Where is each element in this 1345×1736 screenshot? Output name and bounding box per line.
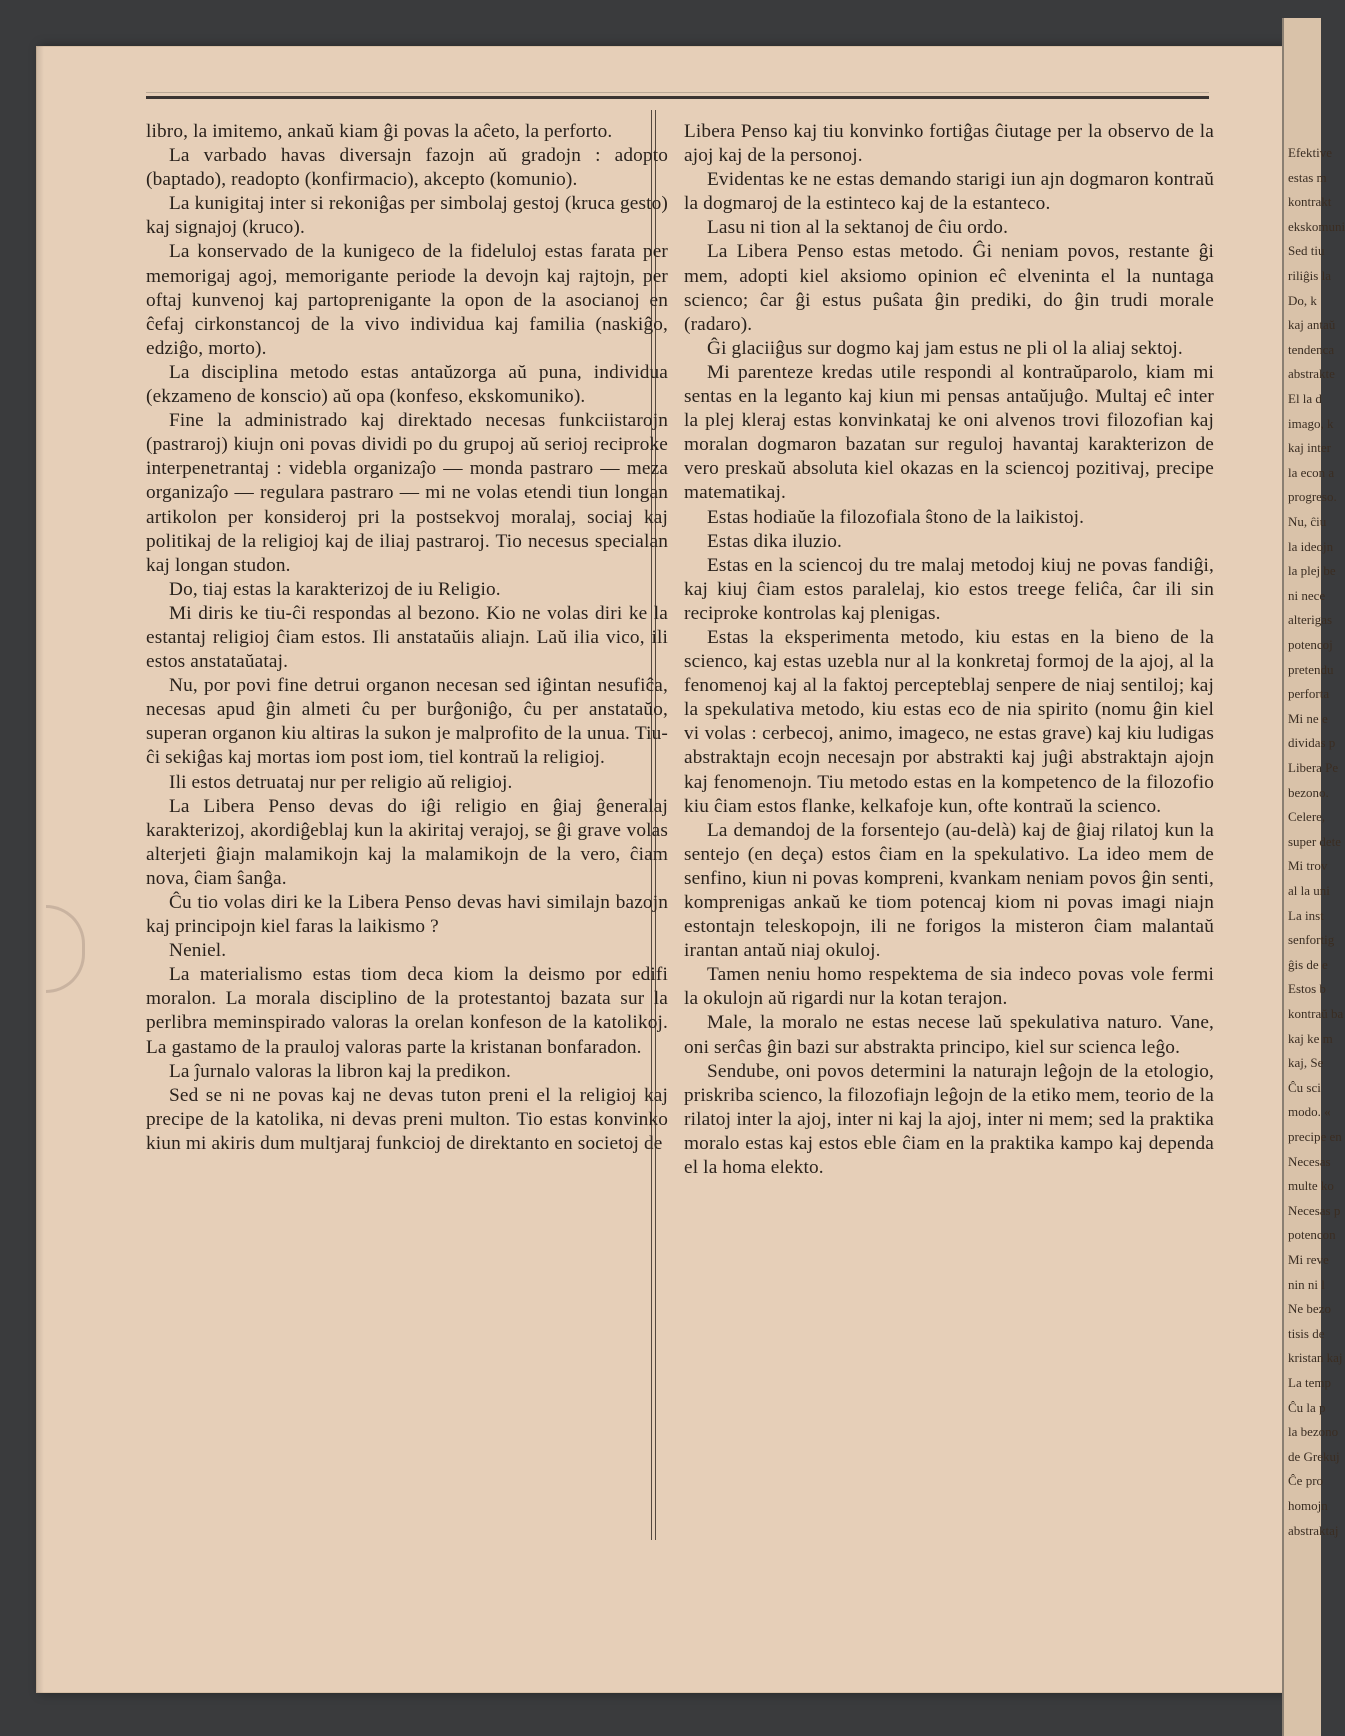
adjacent-page-fragment: Efektive (1288, 145, 1333, 160)
paragraph: Estas dika iluzio. (707, 530, 842, 552)
paragraph: La varbado havas diversajn fazojn aŭ gradojn : adopto (baptado), readopto (konfirmacio), akcepto (komunio). (146, 145, 668, 191)
paragraph: La kunigitaj inter si rekoniĝas per simbolaj gestoj (kruca gesto) kaj signajoj (kruco). (146, 193, 668, 239)
adjacent-page-fragment: ekskomuni (1288, 218, 1345, 234)
adjacent-page-fragment: bezono. (1288, 784, 1329, 800)
adjacent-page-fragment: progreso. (1288, 489, 1337, 505)
adjacent-page-fragment: kristan kaj (1288, 1350, 1343, 1366)
paragraph: Mi diris ke tiu-ĉi respondas al bezono. Kio ne volas diri ke la estantaj religioj ĉiam estos. Ili anstataŭis aliajn. Laŭ ilia vico, ili estos anstataŭataj. (146, 602, 668, 673)
adjacent-page-fragment: al la uni (1288, 883, 1330, 898)
adjacent-page-fragment: Ne bezo (1288, 1301, 1331, 1317)
adjacent-page-fragment: homojn (1288, 1498, 1328, 1513)
adjacent-page-fragment: Libera Pe (1288, 760, 1339, 775)
adjacent-page-fragment: alterigas (1288, 612, 1333, 628)
paragraph: Mi parenteze kredas utile respondi al kontraŭparolo, kiam mi sentas en la leganto kaj kiun mi pensas antaŭjuĝo. Multaj eĉ inter la plej kleraj estas konvinkataj ke oni alvenos trovi filozofian kaj moralan dogmaron bazatan sur reguloj havantaj karakterizon de vero preskaŭ absoluta kiel okazas en la sciencoj pozitivaj, precipe matematikaj. (684, 361, 1214, 504)
adjacent-page-fragment: La temp (1288, 1375, 1331, 1390)
adjacent-page-fragment: pretendu (1288, 661, 1334, 677)
adjacent-page-fragment: abstrakte (1288, 366, 1335, 382)
paragraph: Sed se ni ne povas kaj ne devas tuton preni el la religioj kaj precipe de la katolika, ni devas preni multon. Tio estas konvinko kiun mi akiris dum multjaraj funkcioj de direktanto en societoj de (146, 1084, 668, 1154)
right-text-column (684, 120, 1214, 1180)
adjacent-page-fragment: modo. « (1288, 1104, 1331, 1120)
adjacent-page-fragment: nin ni l (1288, 1276, 1325, 1292)
paragraph: Ili estos detruataj nur per religio aŭ religioj. (169, 771, 513, 793)
paragraph: La demandoj de la forsentejo (au-delà) kaj de ĝiaj rilatoj kun la sentejo (en deça) estos ĉiam en la spekulativo. La ideo mem de senfino, kiun ni povas kompreni, kvankam neniam povos ĝin senti, komprenigas ankaŭ ke tiom potencaj kiom ni povas imagi niajn estontajn teleskopojn, ili ne forigos la misteron ĉiam malantaŭ irantan antaŭ niaj okuloj. (684, 819, 1214, 962)
adjacent-page-fragment: Ĉu la p (1288, 1399, 1326, 1415)
adjacent-page-fragment: la plej be (1288, 563, 1336, 579)
adjacent-page-fragment: imago, k (1288, 415, 1334, 431)
adjacent-page-fragment: La inst (1288, 907, 1324, 923)
paragraph: La materialismo estas tiom deca kiom la deismo por edifi moralon. La morala disciplino de la protestantoj bazata sur la perlibra meminspirado valoras la orelan konfeson de la katolikoj. La gastamo de la prauloj valoras parte la kristanan bonfaradon. (146, 964, 668, 1058)
adjacent-page-fragment: estas m (1288, 169, 1327, 185)
adjacent-page-fragment: perforta (1288, 686, 1330, 702)
adjacent-page-fragment: Celere, (1288, 809, 1326, 825)
adjacent-page-fragment: potencoj (1288, 637, 1333, 652)
adjacent-page-fragment: tendenca (1288, 341, 1335, 357)
paragraph: Fine la administrado kaj direktado necesas funkciistarojn (pastraroj) kiujn oni povas dividi po du grupoj aŭ serioj reciproke interpenetrantaj : videbla organizaĵo — monda pastraro — meza organizaĵo — regulara pastraro — mi ne volas etendi tiun longan artikolon per konsideroj pri la postsekvoj moralaj, sociaj kaj politikaj de la religioj kaj de iliaj pastraroj. Tio necesus specialan kaj longan studon. (146, 410, 668, 576)
adjacent-page-fragment: Mi trov (1288, 858, 1328, 874)
paragraph: Neniel. (169, 940, 227, 962)
adjacent-page-fragment: multe ko (1288, 1178, 1334, 1194)
paragraph: La Libera Penso estas metodo. Ĝi neniam povos, restante ĝi mem, adopti kiel aksiomo opinion eĉ elveninta el la nuntaga scienco; ĉar ĝi estus puŝata ĝin prediki, do ĝin trudi morale (radaro). (684, 241, 1214, 335)
adjacent-page-fragment: kaj antaŭ (1288, 317, 1336, 333)
adjacent-page-fragment: la ideojn (1288, 538, 1334, 554)
paragraph: Male, la moralo ne estas necese laŭ spekulativa naturo. Vane, oni serĉas ĝin bazi sur abstrakta principo, kiel sur scienca leĝo. (684, 1012, 1214, 1058)
adjacent-page-fragment: riliĝis la (1288, 268, 1331, 283)
adjacent-page-fragment: Mi reve (1288, 1252, 1329, 1267)
adjacent-page-fragment: super dete (1288, 833, 1342, 849)
paragraph: libro, la imitemo, ankaŭ kiam ĝi povas la aĉeto, la perforto. (146, 121, 613, 142)
adjacent-page-fragment: senfortig (1288, 932, 1335, 948)
left-text-column (146, 120, 668, 1156)
adjacent-page-fragment: ĝis de e (1288, 956, 1328, 972)
adjacent-page-fragment: kontraŭ ba (1288, 1006, 1344, 1021)
paragraph: Ĉu tio volas diri ke la Libera Penso devas havi similajn bazojn kaj principojn kiel faras la laikismo ? (146, 892, 668, 938)
adjacent-page-fragment: la bezono (1288, 1424, 1339, 1440)
paragraph: La disciplina metodo estas antaŭzorga aŭ puna, individua (ekzameno de konscio) aŭ opa (konfeso, ekskomuniko). (146, 361, 668, 408)
header-faint-rule (146, 92, 1209, 93)
adjacent-page-fragment: ni nece (1288, 587, 1326, 603)
adjacent-page-fragment: la econ a (1288, 464, 1335, 480)
paragraph: Ĝi glaciiĝus sur dogmo kaj jam estus ne pli ol la aliaj sektoj. (707, 337, 1183, 359)
adjacent-page-fragment: Mi ne e (1288, 710, 1328, 726)
paragraph: Estas la eksperimenta metodo, kiu estas en la bieno de la scienco, kaj estas uzebla nur al la konkretaj formoj de la ajoj, al la fenomenoj kaj al la faktoj percepteblaj senpere de niaj sentiloj; kaj la spekulativa metodo, kiu estas eco de nia spirito (nomu ĝin kiel vi volas : cerbecoj, animo, imageco, ne estas grave) kaj kiu ludigas abstraktajn ecojn necesajn por abstrakti kaj juĝi abstraktajn ajojn kaj fenomenojn. Tiu metodo estas en la kompetenco de la filozofio kiu ĉiam estos flanke, kelkafoje kun, ofte kontraŭ la scienco. (684, 626, 1214, 817)
adjacent-page-fragment: de Grekuj (1288, 1448, 1340, 1464)
adjacent-page-fragment: kaj inter (1288, 440, 1331, 456)
adjacent-page-fragment: abstraktaj (1288, 1522, 1339, 1538)
adjacent-page-fragment: Necesas (1288, 1153, 1331, 1169)
paragraph: La ĵurnalo valoras la libron kaj la predikon. (169, 1060, 511, 1082)
paragraph: Evidentas ke ne estas demando starigi iun ajn dogmaron kontraŭ la dogmaroj de la estinteco kaj de la estanteco. (684, 169, 1214, 215)
adjacent-page-fragment: Sed tiu (1288, 243, 1325, 259)
paragraph: Estas hodiaŭe la filozofiala ŝtono de la laikistoj. (707, 506, 1085, 528)
paragraph: Sendube, oni povos determini la naturajn leĝojn de la etologio, priskriba scienco, la filozofiajn leĝojn de la etiko mem, teorio de la rilatoj inter la ajoj, inter ni kaj la ajoj, inter ni mem; sed la praktika moralo estas kaj estos eble ĉiam en la praktika kampo kaj dependa el la homa elekto. (684, 1060, 1214, 1179)
adjacent-page-fragment: Do, k (1288, 292, 1317, 308)
adjacent-page-fragment: Ĉu sci (1288, 1079, 1321, 1095)
paragraph: Nu, por povi fine detrui organon necesan sed iĝintan nesufiĉa, necesas apud ĝin almeti ĉu per burĝoniĝo, ĉu per anstataŭo, superan organon kiu altiras la sukon je malprofito de la unua. Tiu-ĉi sekiĝas kaj mortas iom post iom, tiel kontraŭ la religioj. (146, 675, 668, 769)
adjacent-page-fragment: Ĉe pro (1288, 1473, 1324, 1489)
page-edge-shadow (36, 46, 44, 1693)
paragraph: Libera Penso kaj tiu konvinko fortiĝas ĉiutage per la observo de la ajoj kaj de la personoj. (684, 121, 1214, 167)
paragraph: Do, tiaj estas la karakterizoj de iu Religio. (169, 578, 501, 600)
header-rule (146, 96, 1209, 99)
adjacent-page-edge (1282, 18, 1345, 1736)
adjacent-page-fragment: potencon (1288, 1227, 1336, 1243)
adjacent-page-fragment: kaj ke m (1288, 1030, 1333, 1046)
paragraph: Tamen neniu homo respektema de sia indeco povas vole fermi la okulojn aŭ rigardi nur la kotan terajon. (684, 964, 1214, 1010)
adjacent-page-fragment: dividas p (1288, 735, 1336, 751)
paragraph: La konservado de la kunigeco de la fideluloj estas farata per memorigaj agoj, memorigante periode la devojn kaj rajtojn, per oftaj kunvenoj kaj partoprenigante la opon de la asocianoj en ĉefaj cirkonstancoj de la vivo individua kaj familia (naskiĝo, edziĝo, morto). (146, 241, 668, 359)
adjacent-page-fragment: Estos b (1288, 981, 1326, 997)
adjacent-page-fragment: tisis de (1288, 1325, 1325, 1341)
paragraph: Lasu ni tion al la sektanoj de ĉiu ordo. (707, 217, 1009, 239)
adjacent-page-fragment: Nu, ĉiu (1288, 514, 1327, 529)
adjacent-page-fragment: precipe en (1288, 1129, 1342, 1144)
paragraph: Estas en la sciencoj du tre malaj metodoj kiuj ne povas fandiĝi, kaj kiuj ĉiam estos paralelaj, kio estos treege feliĉa, ĉar ili sin reciproke kontrolas kaj plenigas. (684, 554, 1214, 624)
adjacent-page-fragment: El la d (1288, 391, 1322, 406)
adjacent-page-fragment: kontrakt (1288, 194, 1332, 210)
adjacent-page-fragment: Necesas p (1288, 1202, 1341, 1218)
adjacent-page-fragment: kaj, Se (1288, 1055, 1324, 1071)
paragraph: La Libera Penso devas do iĝi religio en ĝiaj ĝeneralaj karakterizoj, akordiĝeblaj kun la akiritaj verajoj, se ĝi grave volas alterjeti ĝiajn malamikojn kaj la malamikojn de la vero, ĉiam nova, ĉiam ŝanĝa. (146, 795, 668, 889)
